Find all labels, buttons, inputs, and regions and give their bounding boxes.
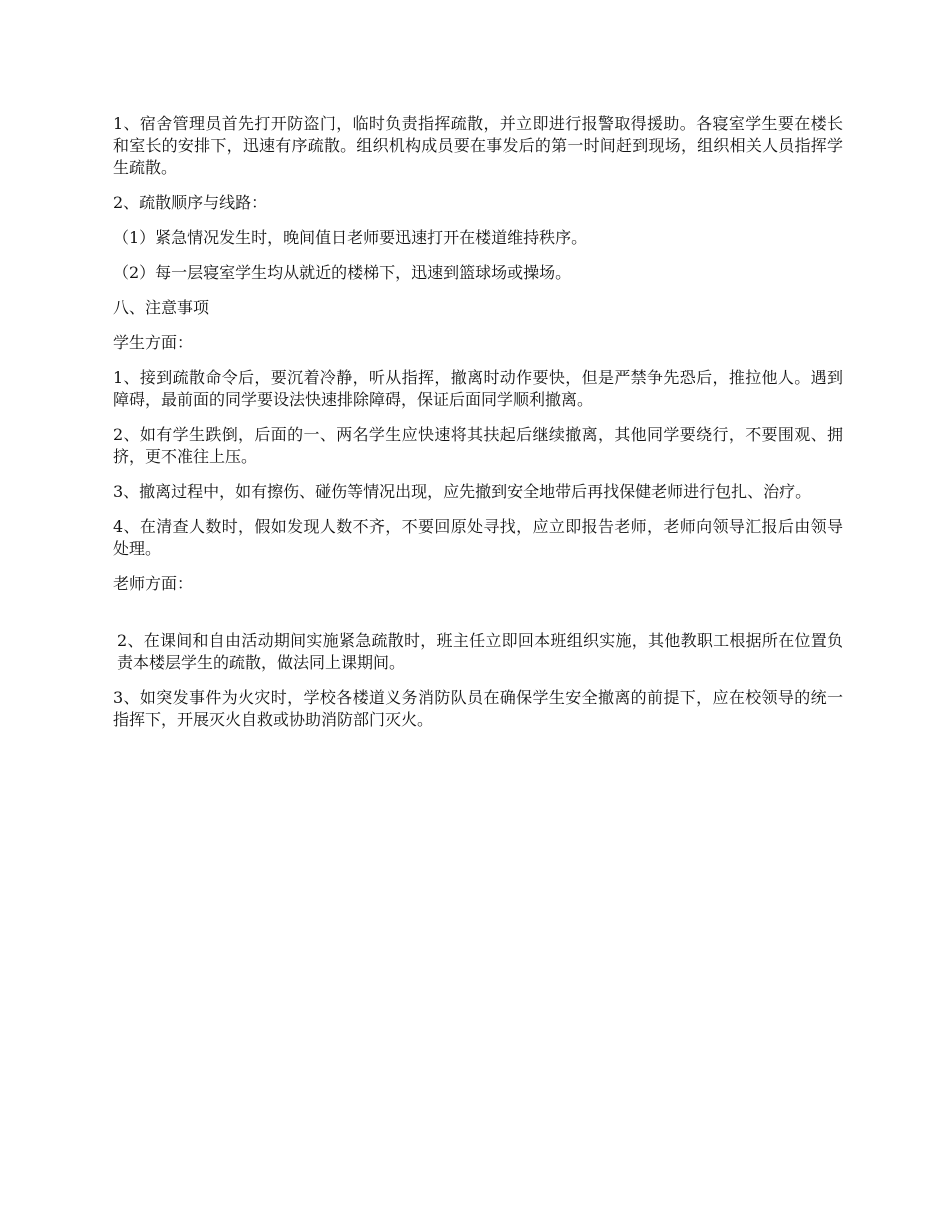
paragraph-evacuation-route-heading: 2、疏散顺序与线路：	[113, 193, 268, 212]
section-heading-notes: 八、注意事项	[113, 298, 210, 317]
paragraph-teacher-note-3: 3、如突发事件为火灾时，学校各楼道义务消防队员在确保学生安全撤离的前提下，应在校领导的统一指挥下，开展灭火自救或协助消防部门灭火。	[113, 688, 843, 729]
paragraph-student-note-4: 4、在清查人数时，假如发现人数不齐，不要回原处寻找，应立即报告老师，老师向领导汇报后由领导处理。	[113, 517, 843, 558]
paragraph-student-note-3: 3、撤离过程中，如有擦伤、碰伤等情况出现，应先撤到安全地带后再找保健老师进行包扎、治疗。	[113, 482, 812, 501]
document-body	[113, 113, 843, 744]
paragraph-student-note-1: 1、接到疏散命令后，要沉着冷静，听从指挥，撤离时动作要快，但是严禁争先恐后，推拉他人。遇到障碍，最前面的同学要设法快速排除障碍，保证后面同学顺利撤离。	[113, 368, 843, 409]
subheading-students: 学生方面：	[113, 333, 194, 352]
paragraph-route-item-1: （1）紧急情况发生时，晚间值日老师要迅速打开在楼道维持秩序。	[113, 228, 588, 247]
subheading-teachers: 老师方面：	[113, 574, 194, 593]
paragraph-route-item-2: （2）每一层寝室学生均从就近的楼梯下，迅速到篮球场或操场。	[113, 263, 572, 282]
blank-gap	[113, 608, 843, 630]
paragraph-student-note-2: 2、如有学生跌倒，后面的一、两名学生应快速将其扶起后继续撤离，其他同学要绕行，不要围观、拥挤，更不准往上压。	[113, 425, 843, 466]
paragraph-dorm-manager: 1、宿舍管理员首先打开防盗门，临时负责指挥疏散，并立即进行报警取得援助。各寝室学生要在楼长和室长的安排下，迅速有序疏散。组织机构成员要在事发后的第一时间赶到现场，组织相关人员指挥学生疏散。	[113, 114, 843, 177]
paragraph-teacher-note-2: 2、在课间和自由活动期间实施紧急疏散时，班主任立即回本班组织实施，其他教职工根据所在位置负责本楼层学生的疏散，做法同上课期间。	[117, 631, 843, 672]
